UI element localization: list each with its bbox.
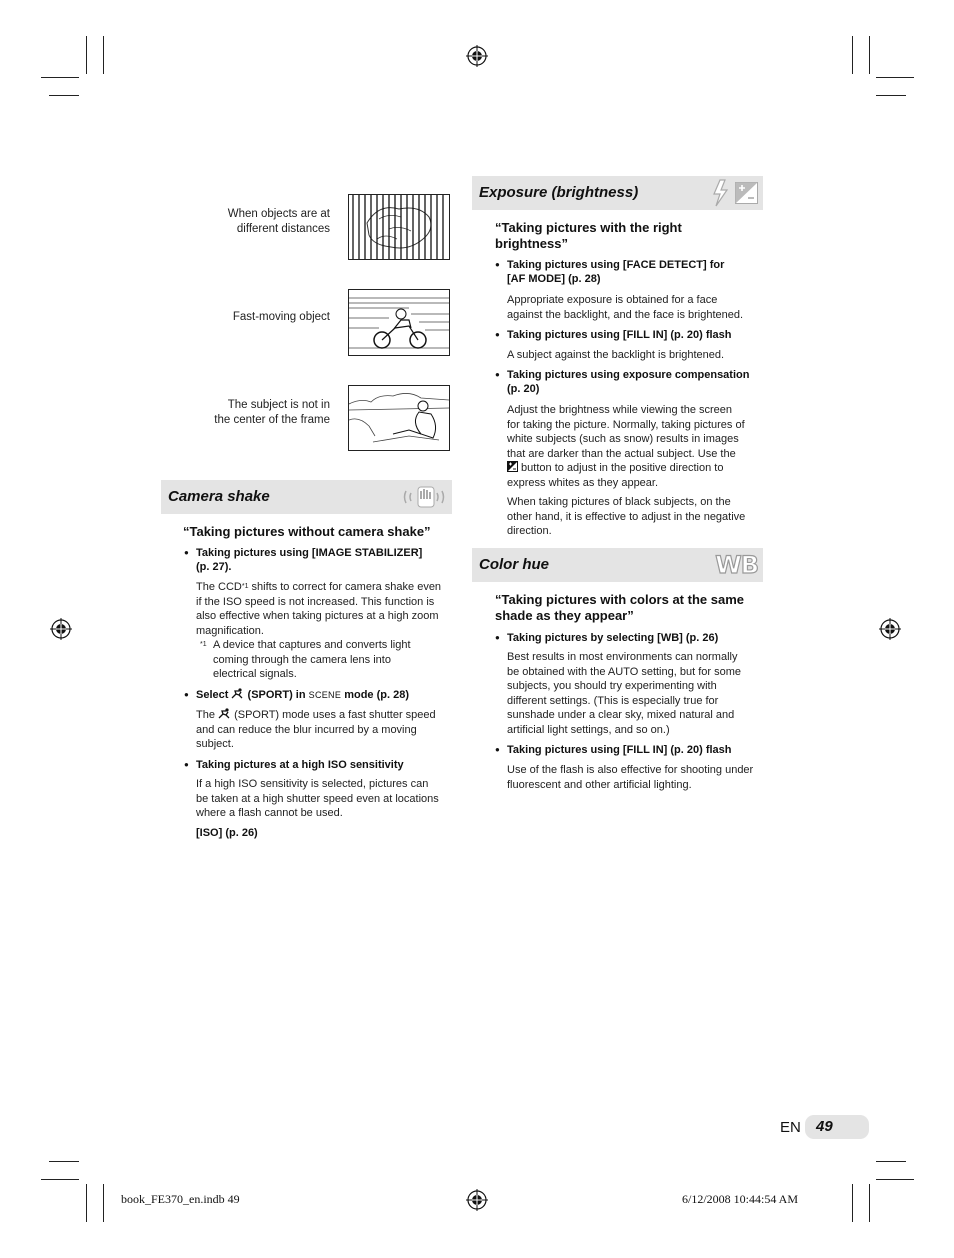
bullet-select-wb: ● Taking pictures by selecting [WB] (p. 26)	[507, 631, 763, 645]
exposure-header	[472, 176, 763, 210]
registration-mark-icon	[50, 618, 72, 640]
paragraph-high-iso: If a high ISO sensitivity is selected, pictures can be taken at a high shutter speed even at locations where a flash cannot be used.	[196, 778, 439, 819]
off-center-example-image	[348, 385, 450, 451]
iso-page-reference: [ISO] (p. 26)	[196, 827, 258, 839]
page-number-badge	[805, 1115, 869, 1139]
footnote-ccd: *1 A device that captures and converts light coming through the camera lens into electrical signals.	[200, 639, 411, 680]
fast-moving-example-image	[348, 289, 450, 356]
bullet-fill-in-flash: ● Taking pictures using [FILL IN] (p. 20) flash	[507, 328, 763, 342]
figure-caption: When objects are at different distances	[227, 208, 330, 235]
paragraph-black-subjects: When taking pictures of black subjects, on the other hand, it is effective to adjust in the negative direction.	[507, 496, 746, 537]
figure-caption: The subject is not in the center of the frame	[214, 399, 330, 426]
paragraph-sport-mode: The (SPORT) mode uses a fast shutter speed and can reduce the blur incurred by a moving subject.	[196, 709, 436, 750]
camera-shake-header	[161, 480, 452, 514]
bullet-select-sport: ● Select (SPORT) in SCENE mode (p. 28)	[196, 688, 452, 702]
distance-example-image	[348, 194, 450, 260]
figure-caption: Fast-moving object	[232, 311, 330, 323]
registration-mark-icon	[466, 45, 488, 67]
language-label: EN	[780, 1119, 801, 1136]
paragraph-fill-in-flash: A subject against the backlight is brightened.	[507, 349, 725, 361]
registration-mark-icon	[879, 618, 901, 640]
sport-mode-icon	[231, 688, 244, 699]
exposure-compensation-icon	[507, 461, 518, 472]
section-title: Exposure (brightness)	[479, 184, 639, 201]
color-hue-quote: “Taking pictures with colors at the same shade as they appear”	[495, 592, 744, 623]
flash-icon	[711, 179, 729, 207]
paragraph-fill-in-flash-color: Use of the flash is also effective for shooting under fluorescent and other artificial lighting.	[507, 764, 754, 791]
bullet-high-iso: ● Taking pictures at a high ISO sensitivity	[196, 758, 452, 772]
exposure-quote: “Taking pictures with the right brightness”	[495, 220, 682, 251]
section-title: Camera shake	[168, 488, 270, 505]
bullet-fill-in-flash-color: ● Taking pictures using [FILL IN] (p. 20) flash	[507, 743, 763, 757]
print-timestamp: 6/12/2008 10:44:54 AM	[682, 1192, 799, 1206]
paragraph-exposure-compensation: Adjust the brightness while viewing the screen for taking the picture. Normally, taking pictures of white subjects (such as snow) results in images that are darker than the actual subject. Use the button to adjust in the positive direction to express whites as they appear.	[507, 404, 745, 489]
paragraph-select-wb: Best results in most environments can normally be obtained with the AUTO setting, but for some subjects, you should try experimenting with different settings. (This is especially true for sunshade under a clear sky, mixed natural and artificial light settings, and so on.)	[507, 651, 741, 736]
bullet-face-detect: ● Taking pictures using [FACE DETECT] for [AF MODE] (p. 28)	[507, 258, 763, 286]
camera-shake-icon	[402, 483, 446, 511]
camera-shake-quote: “Taking pictures without camera shake”	[183, 524, 431, 539]
white-balance-icon: WB	[715, 551, 758, 579]
bullet-exposure-compensation: ● Taking pictures using exposure compensation (p. 20)	[507, 368, 763, 396]
color-hue-header	[472, 548, 763, 582]
paragraph-face-detect: Appropriate exposure is obtained for a face against the backlight, and the face is brightened.	[507, 294, 744, 321]
bullet-image-stabilizer: ● Taking pictures using [IMAGE STABILIZER] (p. 27).	[196, 546, 452, 574]
exposure-compensation-icon	[735, 182, 758, 204]
page-number: 49	[816, 1118, 833, 1135]
file-info: book_FE370_en.indb 49	[121, 1192, 240, 1206]
sport-mode-icon	[218, 708, 231, 719]
section-title: Color hue	[479, 556, 549, 573]
registration-mark-icon	[466, 1189, 488, 1211]
paragraph-image-stabilizer: The CCD$^{*1}$ shifts to correct for camera shake even if the ISO speed is not increased. This function is also effective when taking pictures at a high zoom magnification.	[196, 581, 442, 637]
